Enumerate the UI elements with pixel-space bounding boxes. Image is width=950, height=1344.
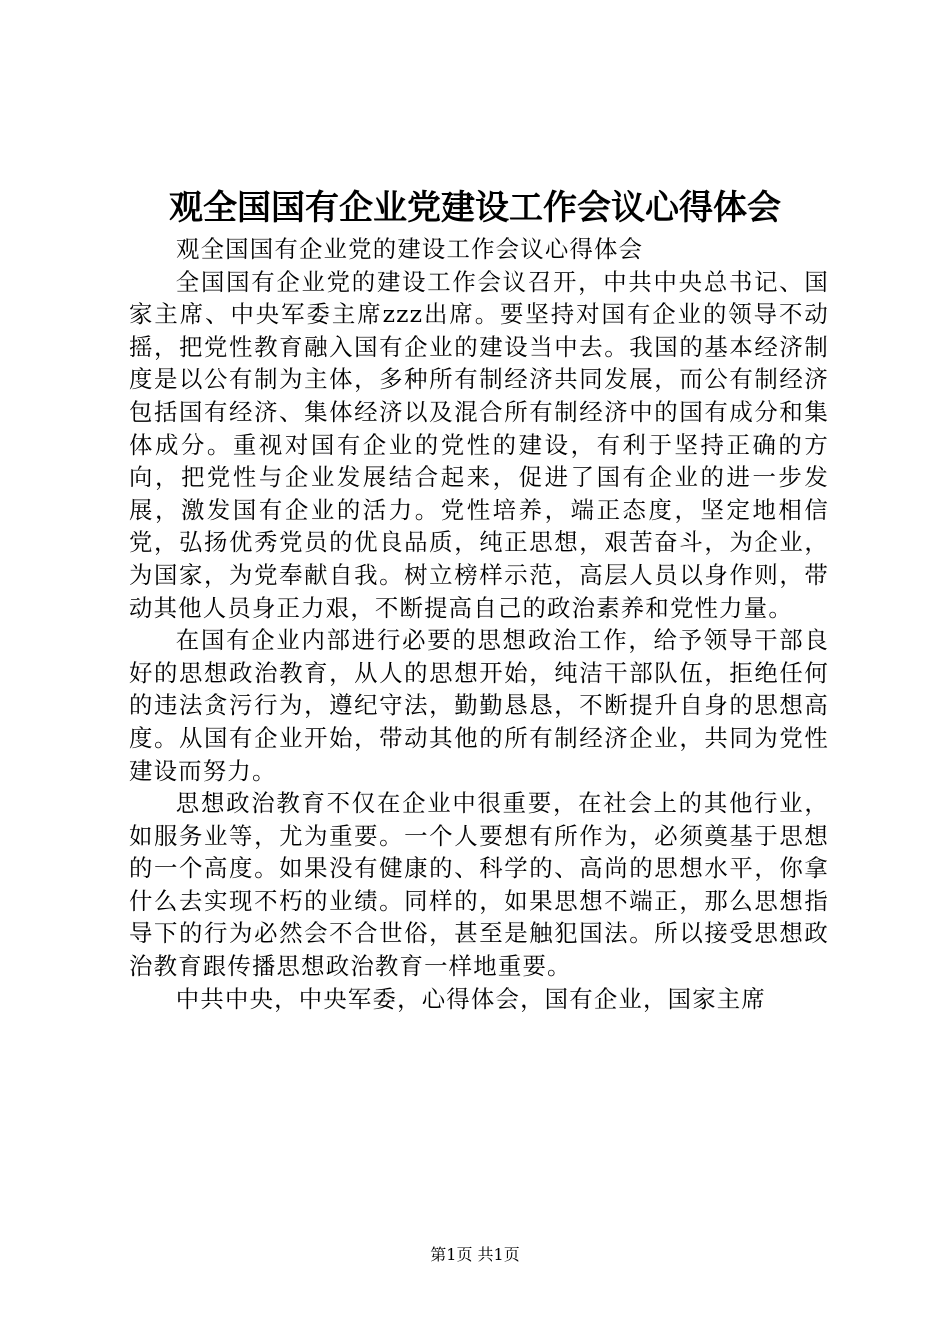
- keywords-line: 中共中央，中央军委，心得体会，国有企业，国家主席: [175, 984, 766, 1013]
- paragraph-3: 思想政治教育不仅在企业中很重要，在社会上的其他行业，如服务业等，尤为重要。一个人要想有所作为，必须奠基于思想的一个高度。如果没有健康的、科学的、高尚的思想水平，你拿什么去实现不朽的业绩。同样的，如果思想不端正，那么思想指导下的行为必然会不合世俗，甚至是触犯国法。所以接受思想政治教育跟传播思想政治教育一样地重要。: [129, 789, 829, 981]
- page-footer: 第1页 共1页: [430, 1245, 520, 1264]
- paragraph-1: 全国国有企业党的建设工作会议召开，中共中央总书记、国家主席、中央军委主席zzz出席。要坚持对国有企业的领导不动摇，把党性教育融入国有企业的建设当中去。我国的基本经济制度是以公有制为主体，多种所有制经济共同发展，而公有制经济包括国有经济、集体经济以及混合所有制经济中的国有成分和集体成分。重视对国有企业的党性的建设，有利于坚持正确的方向，把党性与企业发展结合起来，促进了国有企业的进一步发展，激发国有企业的活力。党性培养，端正态度，坚定地相信党，弘扬优秀党员的优良品质，纯正思想，艰苦奋斗，为企业，为国家，为党奉献自我。树立榜样示范，高层人员以身作则，带动其他人员身正力艰，不断提高自己的政治素养和党性力量。: [129, 267, 829, 622]
- document-body: [129, 233, 829, 1015]
- paragraph-2: 在国有企业内部进行必要的思想政治工作，给予领导干部良好的思想政治教育，从人的思想开始，纯洁干部队伍，拒绝任何的违法贪污行为，遵纪守法，勤勤恳恳，不断提升自身的思想高度。从国有企业开始，带动其他的所有制经济企业，共同为党性建设而努力。: [129, 626, 829, 785]
- document-title: 观全国国有企业党建设工作会议心得体会: [169, 188, 781, 228]
- document-subtitle: 观全国国有企业党的建设工作会议心得体会: [176, 235, 644, 263]
